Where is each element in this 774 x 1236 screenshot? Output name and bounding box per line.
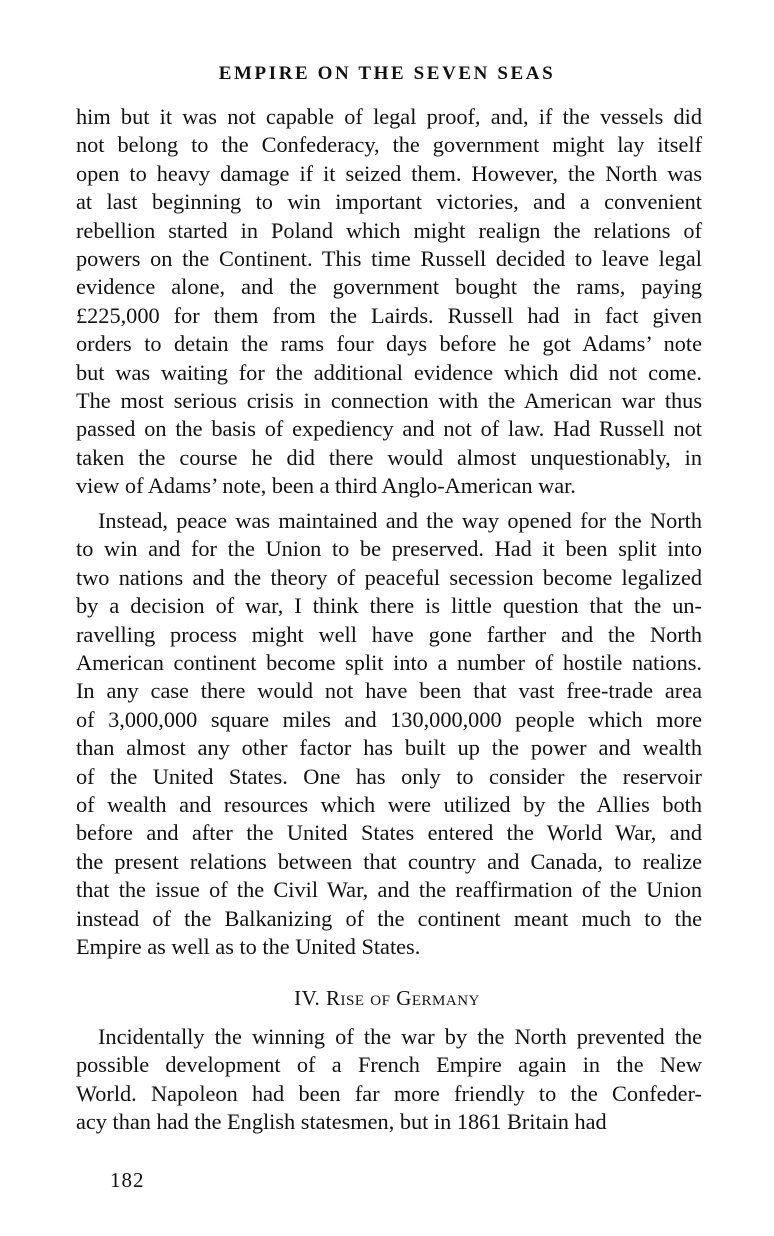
text-line: acy than had the English statesmen, but in 1861 Britain had: [76, 1109, 607, 1135]
text-line: to win and for the Union to be preserved. Had it been split into: [76, 536, 702, 562]
text-line: £225,000 for them from the Lairds. Russell had in fact given: [76, 302, 702, 328]
text-line: The most serious crisis in connection with the American war thus: [76, 388, 702, 414]
text-line: Incidentally the winning of the war by the North prevented the: [98, 1024, 702, 1049]
text-line: not belong to the Confederacy, the government might lay itself: [76, 132, 702, 158]
text-line: orders to detain the rams four days before he got Adams’ note: [76, 331, 702, 357]
text-line: by a decision of war, I think there is little question that the un-: [76, 593, 702, 619]
text-line: powers on the Continent. This time Russell decided to leave legal: [76, 246, 702, 272]
text-line: taken the course he did there would almost unquestionably, in: [76, 444, 702, 470]
text-line: passed on the basis of expediency and not of law. Had Russell not: [76, 416, 702, 442]
text-line: the present relations between that country and Canada, to realize: [76, 848, 702, 874]
text-line: ravelling process might well have gone farther and the North: [76, 621, 702, 647]
text-line: rebellion started in Poland which might realign the relations of: [76, 217, 702, 243]
text-line: evidence alone, and the government bought the rams, paying: [76, 274, 702, 300]
section-title: Rise of Germany: [326, 986, 480, 1010]
text-line: than almost any other factor has built up the power and wealth: [76, 735, 702, 761]
text-line: of the United States. One has only to consider the reservoir: [76, 763, 702, 789]
section-number: IV.: [294, 986, 321, 1010]
paragraph: [76, 1023, 702, 1137]
text-line: Instead, peace was maintained and the way opened for the North: [98, 508, 702, 533]
text-line: World. Napoleon had been far more friendly to the Confeder-: [76, 1080, 702, 1106]
text-line: instead of the Balkanizing of the continent meant much to the: [76, 905, 702, 931]
section-heading: [0, 986, 774, 1011]
text-line: open to heavy damage if it seized them. However, the North was: [76, 160, 702, 186]
text-line: In any case there would not have been that vast free-trade area: [76, 678, 702, 704]
paragraph: [76, 103, 702, 501]
text-line: of 3,000,000 square miles and 130,000,000 people which more: [76, 706, 702, 732]
text-line: view of Adams’ note, been a third Anglo-American war.: [76, 473, 576, 499]
text-line: before and after the United States entered the World War, and: [76, 820, 702, 846]
text-line: Empire as well as to the United States.: [76, 934, 421, 960]
text-line: two nations and the theory of peaceful secession become legalized: [76, 564, 702, 590]
paragraph: [76, 507, 702, 962]
text-line: at last beginning to win important victories, and a convenient: [76, 189, 702, 215]
text-line: him but it was not capable of legal proof, and, if the vessels did: [76, 104, 702, 129]
text-line: that the issue of the Civil War, and the reaffirmation of the Union: [76, 877, 702, 903]
page-number: 182: [110, 1168, 145, 1192]
text-line: American continent become split into a number of hostile nations.: [76, 650, 702, 676]
text-line: but was waiting for the additional evidence which did not come.: [76, 359, 702, 385]
text-line: possible development of a French Empire again in the New: [76, 1052, 702, 1078]
text-line: of wealth and resources which were utilized by the Allies both: [76, 792, 702, 818]
running-head: EMPIRE ON THE SEVEN SEAS: [218, 63, 556, 84]
